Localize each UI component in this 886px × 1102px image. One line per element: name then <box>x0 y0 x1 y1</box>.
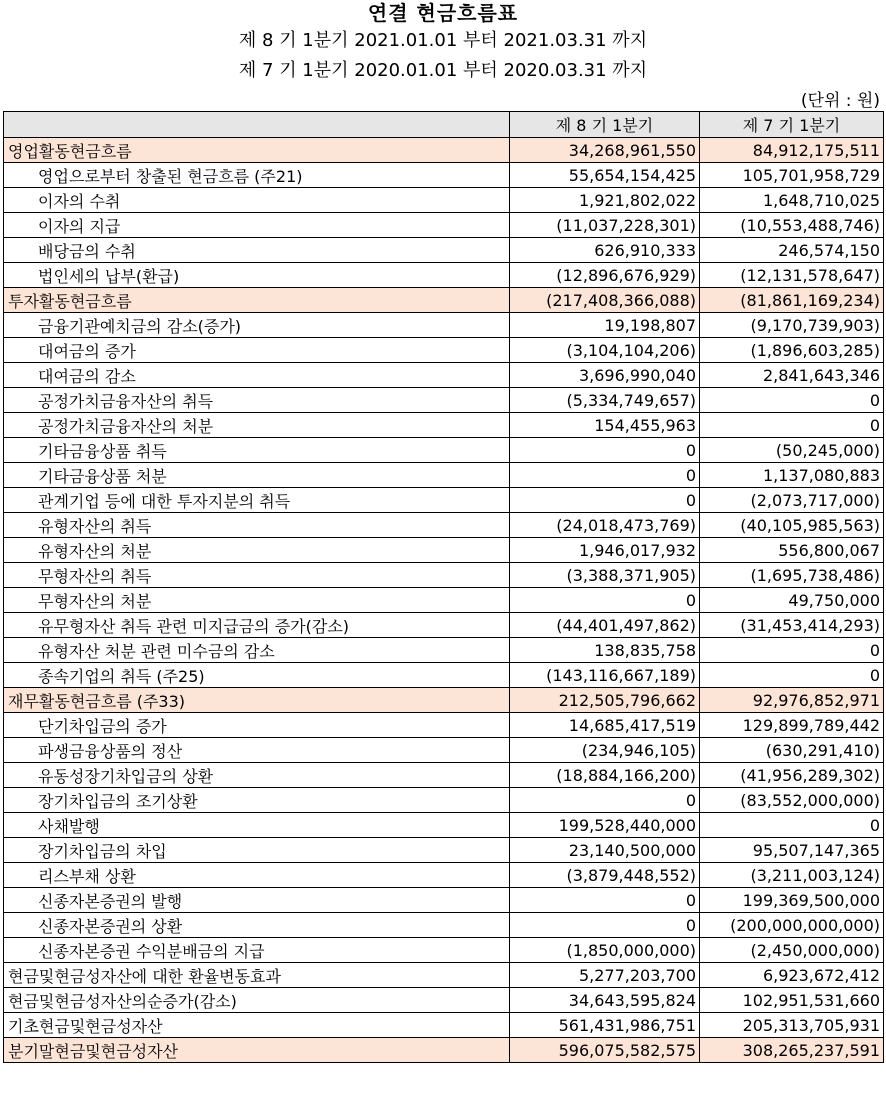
table-row <box>4 763 884 788</box>
header-blank-cell <box>4 112 510 138</box>
row-prior-value: (31,453,414,293) <box>700 613 884 638</box>
row-prior-value: 0 <box>700 413 884 438</box>
row-current-value: 626,910,333 <box>510 238 700 263</box>
table-row <box>4 963 884 988</box>
row-label: 대여금의 감소 <box>4 363 510 388</box>
row-label: 무형자산의 취득 <box>4 563 510 588</box>
row-prior-value: (83,552,000,000) <box>700 788 884 813</box>
row-label: 영업으로부터 창출된 현금흐름 (주21) <box>4 163 510 188</box>
row-label: 무형자산의 처분 <box>4 588 510 613</box>
row-current-value: 55,654,154,425 <box>510 163 700 188</box>
table-row <box>4 413 884 438</box>
row-prior-value: 49,750,000 <box>700 588 884 613</box>
row-prior-value: (50,245,000) <box>700 438 884 463</box>
row-current-value: 14,685,417,519 <box>510 713 700 738</box>
row-prior-value: (10,553,488,746) <box>700 213 884 238</box>
row-label: 유무형자산 취득 관련 미지급금의 증가(감소) <box>4 613 510 638</box>
table-row <box>4 188 884 213</box>
period-prior: 제 7 기 1분기 2020.01.01 부터 2020.03.31 까지 <box>238 60 648 81</box>
row-label: 기초현금및현금성자산 <box>4 1013 510 1038</box>
row-prior-value: 84,912,175,511 <box>700 138 884 163</box>
row-prior-value: (40,105,985,563) <box>700 513 884 538</box>
table-row <box>4 888 884 913</box>
table-row <box>4 638 884 663</box>
row-current-value: (24,018,473,769) <box>510 513 700 538</box>
table-row <box>4 538 884 563</box>
row-label: 유형자산의 처분 <box>4 538 510 563</box>
row-prior-value: 0 <box>700 813 884 838</box>
row-current-value: 23,140,500,000 <box>510 838 700 863</box>
row-current-value: 5,277,203,700 <box>510 963 700 988</box>
row-prior-value: 0 <box>700 638 884 663</box>
row-label: 파생금융상품의 정산 <box>4 738 510 763</box>
row-label: 분기말현금및현금성자산 <box>4 1038 510 1063</box>
row-current-value: 199,528,440,000 <box>510 813 700 838</box>
row-label: 종속기업의 취득 (주25) <box>4 663 510 688</box>
table-row <box>4 263 884 288</box>
row-prior-value: (630,291,410) <box>700 738 884 763</box>
row-prior-value: (81,861,169,234) <box>700 288 884 313</box>
row-current-value: 0 <box>510 588 700 613</box>
row-label: 단기차입금의 증가 <box>4 713 510 738</box>
row-label: 대여금의 증가 <box>4 338 510 363</box>
row-prior-value: (1,896,603,285) <box>700 338 884 363</box>
row-current-value: (12,896,676,929) <box>510 263 700 288</box>
row-prior-value: 129,899,789,442 <box>700 713 884 738</box>
row-prior-value: (41,956,289,302) <box>700 763 884 788</box>
row-prior-value: 199,369,500,000 <box>700 888 884 913</box>
header-prior-period: 제 7 기 1분기 <box>700 112 884 138</box>
row-label: 장기차입금의 조기상환 <box>4 788 510 813</box>
row-prior-value: 92,976,852,971 <box>700 688 884 713</box>
row-current-value: 561,431,986,751 <box>510 1013 700 1038</box>
row-current-value: 0 <box>510 888 700 913</box>
row-current-value: (143,116,667,189) <box>510 663 700 688</box>
row-label: 현금및현금성자산의순증가(감소) <box>4 988 510 1013</box>
row-prior-value: 95,507,147,365 <box>700 838 884 863</box>
table-row <box>4 388 884 413</box>
table-row <box>4 688 884 713</box>
row-label: 장기차입금의 차입 <box>4 838 510 863</box>
table-row <box>4 213 884 238</box>
row-current-value: (1,850,000,000) <box>510 938 700 963</box>
row-prior-value: (12,131,578,647) <box>700 263 884 288</box>
row-label: 투자활동현금흐름 <box>4 288 510 313</box>
row-label: 배당금의 수취 <box>4 238 510 263</box>
row-current-value: 34,643,595,824 <box>510 988 700 1013</box>
row-current-value: (3,388,371,905) <box>510 563 700 588</box>
row-current-value: 154,455,963 <box>510 413 700 438</box>
row-current-value: 0 <box>510 438 700 463</box>
table-header-row <box>4 112 884 138</box>
row-current-value: 19,198,807 <box>510 313 700 338</box>
table-row <box>4 863 884 888</box>
row-label: 금융기관예치금의 감소(증가) <box>4 313 510 338</box>
table-row <box>4 563 884 588</box>
statement-header <box>0 0 886 86</box>
row-current-value: 1,946,017,932 <box>510 538 700 563</box>
table-row <box>4 838 884 863</box>
row-prior-value: 205,313,705,931 <box>700 1013 884 1038</box>
row-current-value: (11,037,228,301) <box>510 213 700 238</box>
table-row <box>4 788 884 813</box>
table-row <box>4 1013 884 1038</box>
row-prior-value: (3,211,003,124) <box>700 863 884 888</box>
row-current-value: (5,334,749,657) <box>510 388 700 413</box>
row-label: 법인세의 납부(환급) <box>4 263 510 288</box>
row-prior-value: (9,170,739,903) <box>700 313 884 338</box>
row-label: 공정가치금융자산의 취득 <box>4 388 510 413</box>
row-prior-value: (200,000,000,000) <box>700 913 884 938</box>
table-row <box>4 338 884 363</box>
row-current-value: (3,104,104,206) <box>510 338 700 363</box>
row-prior-value: 308,265,237,591 <box>700 1038 884 1063</box>
row-current-value: 0 <box>510 463 700 488</box>
table-row <box>4 438 884 463</box>
row-prior-value: 1,648,710,025 <box>700 188 884 213</box>
row-current-value: (217,408,366,088) <box>510 288 700 313</box>
row-label: 기타금융상품 취득 <box>4 438 510 463</box>
table-row <box>4 288 884 313</box>
row-label: 영업활동현금흐름 <box>4 138 510 163</box>
row-label: 사채발행 <box>4 813 510 838</box>
row-prior-value: 556,800,067 <box>700 538 884 563</box>
row-prior-value: 246,574,150 <box>700 238 884 263</box>
row-label: 신종자본증권 수익분배금의 지급 <box>4 938 510 963</box>
table-row <box>4 488 884 513</box>
table-row <box>4 138 884 163</box>
table-row <box>4 513 884 538</box>
row-prior-value: (1,695,738,486) <box>700 563 884 588</box>
table-row <box>4 313 884 338</box>
row-current-value: 0 <box>510 488 700 513</box>
table-row <box>4 163 884 188</box>
row-prior-value: 102,951,531,660 <box>700 988 884 1013</box>
unit-label: (단위 : 원) <box>800 91 880 111</box>
cash-flow-table <box>3 111 884 1063</box>
row-label: 현금및현금성자산에 대한 환율변동효과 <box>4 963 510 988</box>
row-current-value: (234,946,105) <box>510 738 700 763</box>
row-label: 신종자본증권의 상환 <box>4 913 510 938</box>
row-label: 공정가치금융자산의 처분 <box>4 413 510 438</box>
row-label: 이자의 수취 <box>4 188 510 213</box>
row-prior-value: (2,073,717,000) <box>700 488 884 513</box>
row-current-value: 1,921,802,022 <box>510 188 700 213</box>
row-current-value: (18,884,166,200) <box>510 763 700 788</box>
row-prior-value: 2,841,643,346 <box>700 363 884 388</box>
table-row <box>4 738 884 763</box>
table-row <box>4 713 884 738</box>
table-row <box>4 988 884 1013</box>
row-current-value: 0 <box>510 788 700 813</box>
row-current-value: 596,075,582,575 <box>510 1038 700 1063</box>
period-current: 제 8 기 1분기 2021.01.01 부터 2021.03.31 까지 <box>238 30 648 51</box>
header-current-period: 제 8 기 1분기 <box>510 112 700 138</box>
row-label: 이자의 지급 <box>4 213 510 238</box>
row-label: 리스부채 상환 <box>4 863 510 888</box>
row-prior-value: 6,923,672,412 <box>700 963 884 988</box>
row-prior-value: 0 <box>700 388 884 413</box>
row-label: 관계기업 등에 대한 투자지분의 취득 <box>4 488 510 513</box>
row-label: 유동성장기차입금의 상환 <box>4 763 510 788</box>
row-current-value: 212,505,796,662 <box>510 688 700 713</box>
table-row <box>4 588 884 613</box>
statement-title: 연결 현금흐름표 <box>367 1 519 25</box>
row-current-value: (44,401,497,862) <box>510 613 700 638</box>
table-row <box>4 1038 884 1063</box>
table-row <box>4 463 884 488</box>
table-row <box>4 363 884 388</box>
row-label: 유형자산 처분 관련 미수금의 감소 <box>4 638 510 663</box>
table-row <box>4 813 884 838</box>
table-row <box>4 938 884 963</box>
row-current-value: 34,268,961,550 <box>510 138 700 163</box>
row-label: 유형자산의 취득 <box>4 513 510 538</box>
row-prior-value: 0 <box>700 663 884 688</box>
row-prior-value: 1,137,080,883 <box>700 463 884 488</box>
row-current-value: 3,696,990,040 <box>510 363 700 388</box>
row-current-value: 138,835,758 <box>510 638 700 663</box>
row-label: 재무활동현금흐름 (주33) <box>4 688 510 713</box>
table-row <box>4 663 884 688</box>
row-label: 기타금융상품 처분 <box>4 463 510 488</box>
row-prior-value: (2,450,000,000) <box>700 938 884 963</box>
table-row <box>4 613 884 638</box>
row-prior-value: 105,701,958,729 <box>700 163 884 188</box>
row-current-value: (3,879,448,552) <box>510 863 700 888</box>
table-row <box>4 913 884 938</box>
row-label: 신종자본증권의 발행 <box>4 888 510 913</box>
table-row <box>4 238 884 263</box>
row-current-value: 0 <box>510 913 700 938</box>
